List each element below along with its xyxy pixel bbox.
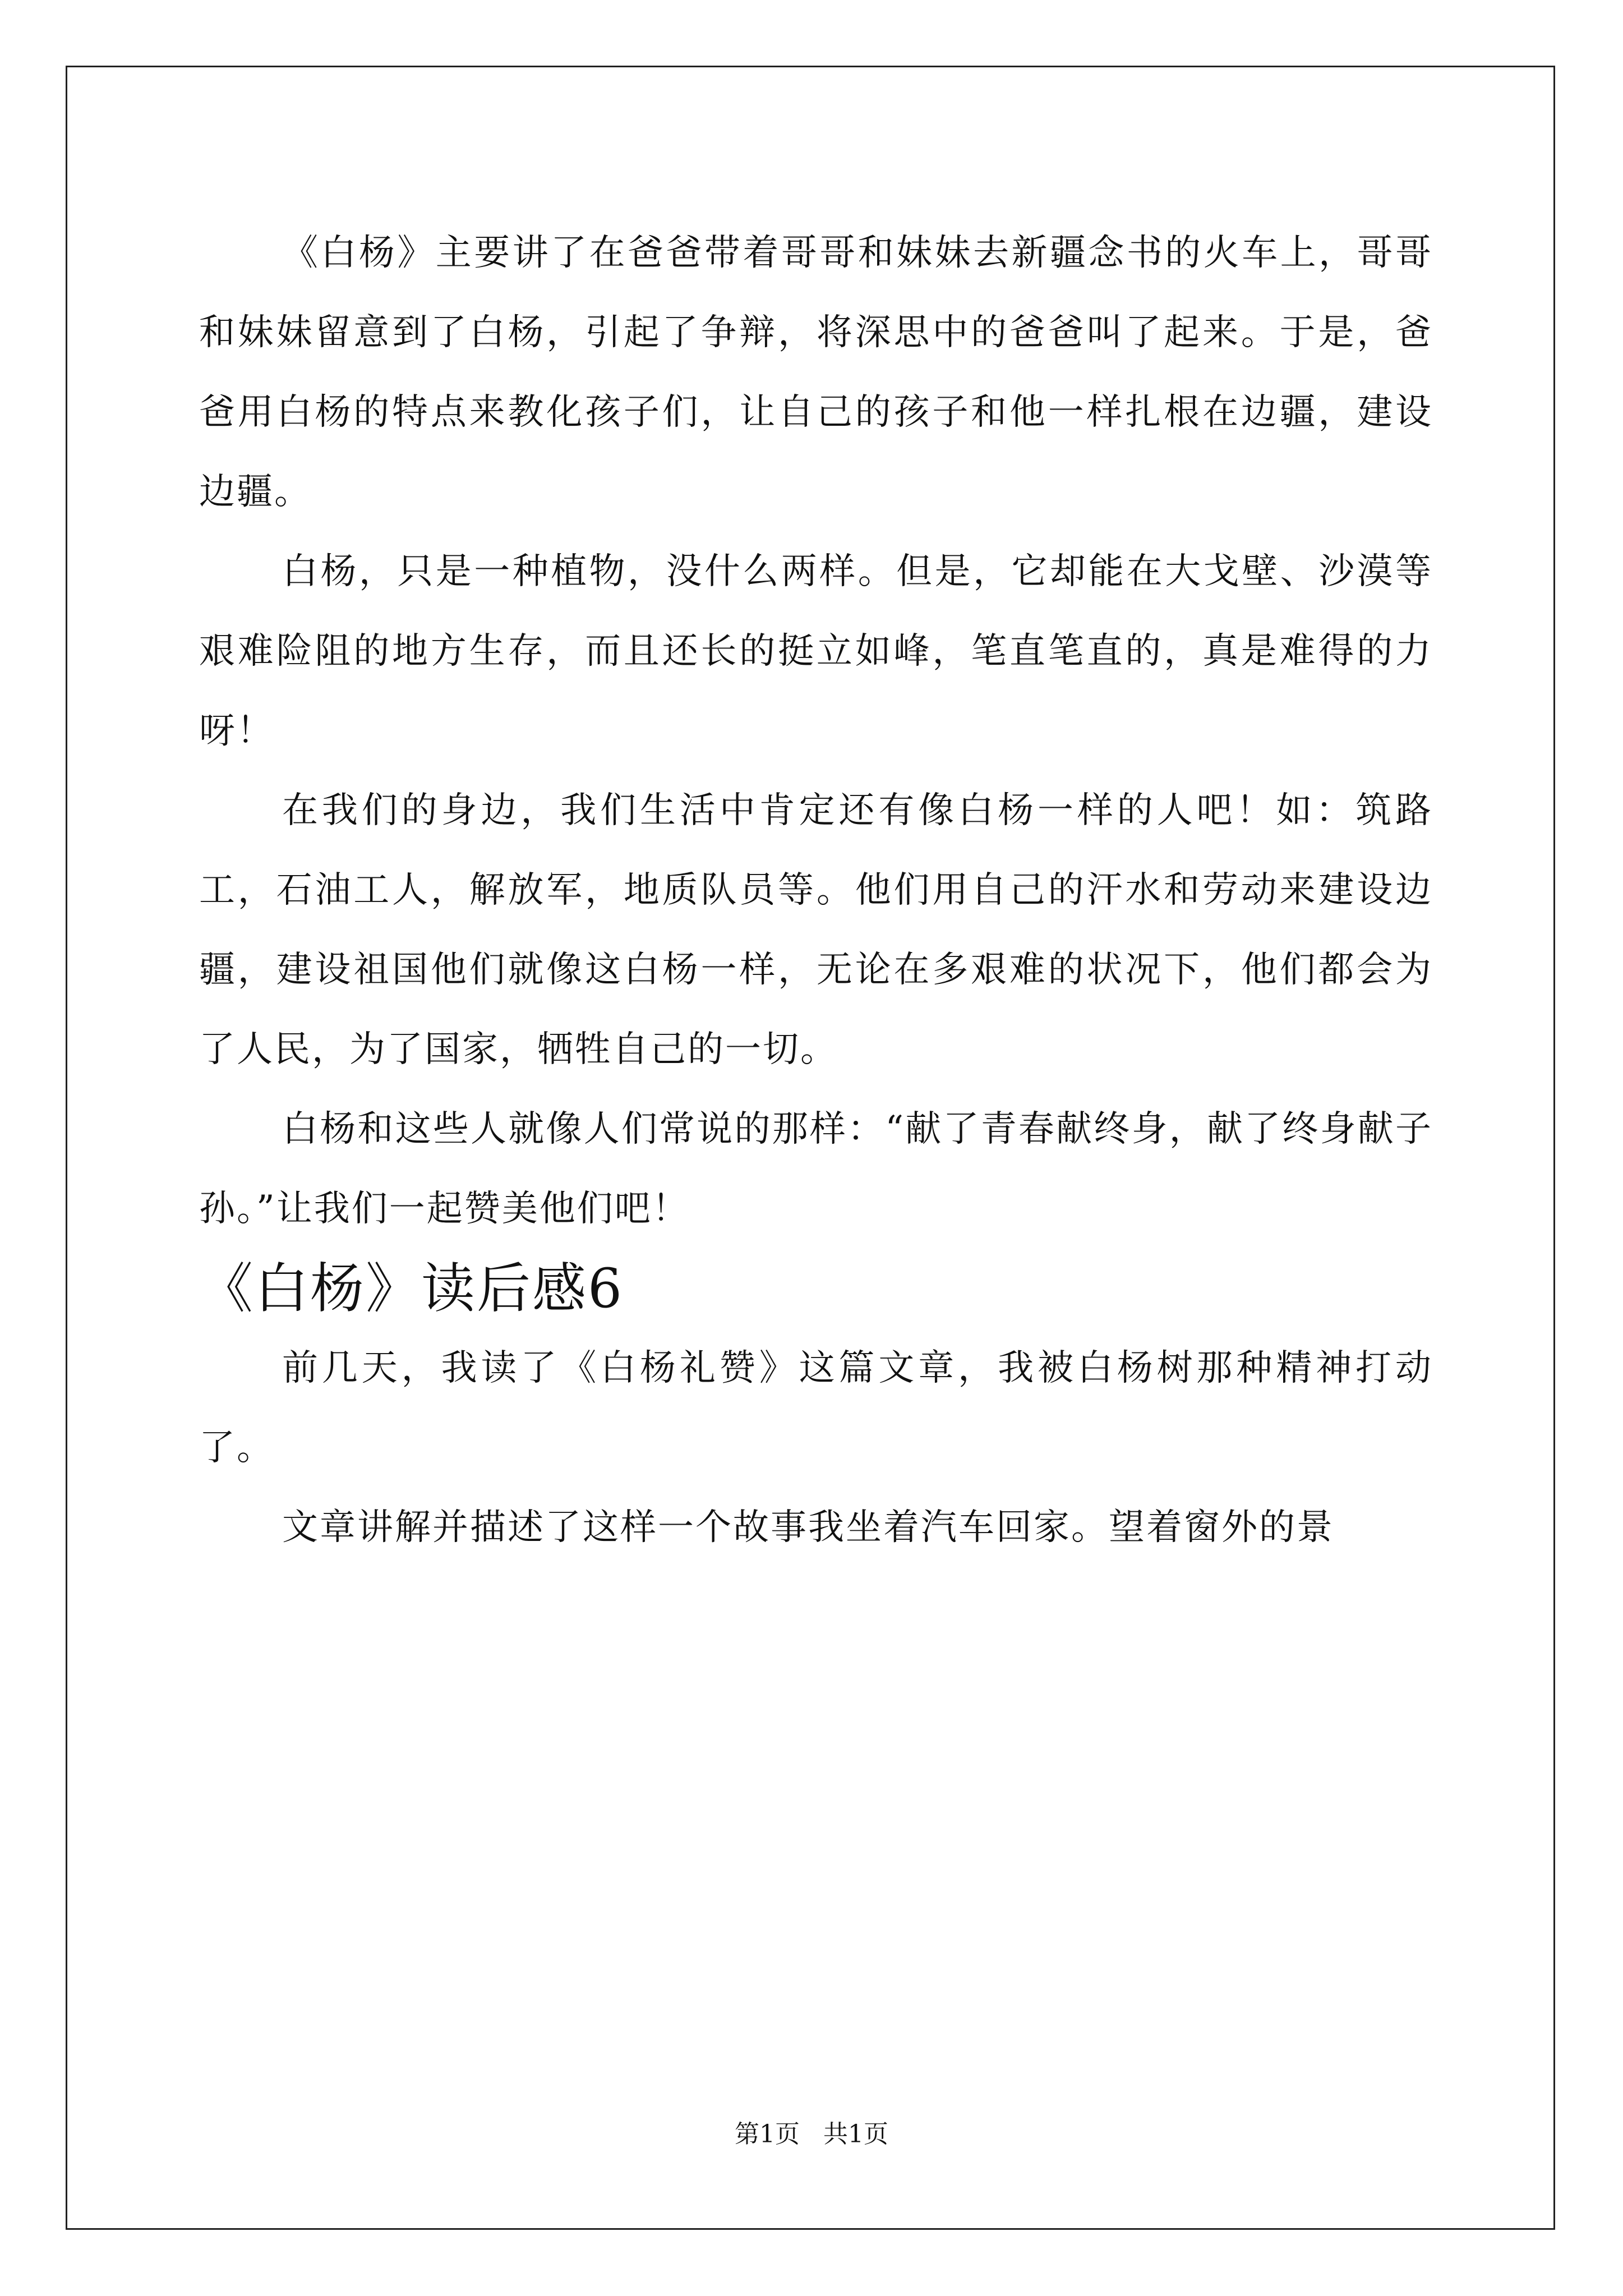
paragraph-5: 前几天，我读了《白杨礼赞》这篇文章，我被白杨树那种精神打动了。 <box>199 1347 1433 1469</box>
paragraph-1: 《白杨》主要讲了在爸爸带着哥哥和妹妹去新疆念书的火车上，哥哥和妹妹留意到了白杨，引起了争辩，将深思中的爸爸叫了起来。于是，爸爸用白杨的特点来教化孩子们，让自己的孩子和他一样扎根在边疆，建设边疆。 <box>199 232 1433 513</box>
paragraph-3: 在我们的身边，我们生活中肯定还有像白杨一样的人吧！如：筑路工，石油工人，解放军，地质队员等。他们用自己的汗水和劳动来建设边疆，建设祖国他们就像这白杨一样，无论在多艰难的状况下，他们都会为了人民，为了国家，牺牲自己的一切。 <box>199 790 1433 1070</box>
paragraph-6: 文章讲解并描述了这样一个故事我坐着汽车回家。望着窗外的景 <box>282 1507 1334 1548</box>
page-footer: 第1页 共1页 <box>735 2120 888 2148</box>
document-body <box>199 213 1433 1567</box>
paragraph-4: 白杨和这些人就像人们常说的那样：“献了青春献终身，献了终身献子孙。”让我们一起赞美他们吧！ <box>199 1108 1433 1230</box>
paragraph-2: 白杨，只是一种植物，没什么两样。但是，它却能在大戈壁、沙漠等艰难险阻的地方生存，而且还长的挺立如峰，笔直笔直的，真是难得的力呀！ <box>199 551 1433 752</box>
section-heading: 《白杨》读后感6 <box>199 1257 624 1320</box>
